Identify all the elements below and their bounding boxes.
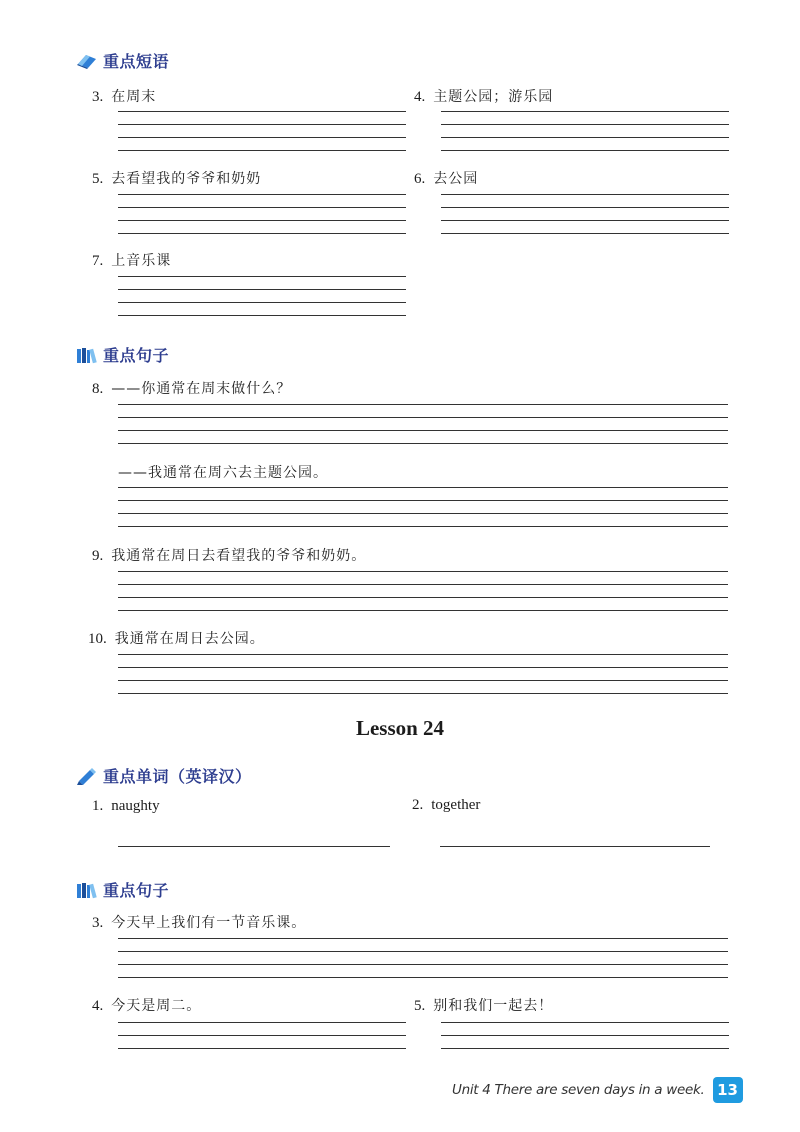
section-title: 重点短语 — [103, 52, 170, 71]
eraser-icon — [76, 52, 98, 70]
footer-text: Unit 4 There are seven days in a week. — [452, 1082, 705, 1098]
answer-lines[interactable] — [118, 654, 728, 706]
answer-lines[interactable] — [118, 571, 728, 623]
answer-lines[interactable] — [118, 404, 728, 456]
lesson-title: Lesson 24 — [355, 716, 445, 740]
section-heading-sentences-2 — [76, 878, 169, 901]
answer-lines[interactable] — [118, 194, 406, 246]
page-number-badge: 13 — [713, 1077, 743, 1103]
answer-lines[interactable] — [118, 1022, 406, 1061]
pencil-icon — [76, 767, 98, 785]
section-title: 重点句子 — [103, 346, 170, 365]
answer-lines[interactable] — [118, 111, 406, 163]
answer-lines[interactable] — [441, 1022, 729, 1061]
word-item: 2. together — [412, 797, 481, 813]
phrase-item: 5. 去看望我的爷爷和奶奶 — [92, 171, 262, 187]
answer-lines[interactable] — [441, 111, 729, 163]
sentence-item: 5. 别和我们一起去！ — [414, 998, 554, 1014]
section-heading-words — [76, 764, 252, 787]
answer-line[interactable] — [440, 846, 710, 847]
answer-line[interactable] — [118, 846, 390, 847]
word-item: 1. naughty — [92, 798, 160, 814]
answer-lines[interactable] — [118, 487, 728, 539]
phrase-item: 3. 在周末 — [92, 89, 157, 105]
sentence-item: 4. 今天是周二。 — [92, 998, 202, 1014]
books-icon — [76, 881, 98, 899]
sentence-item: 3. 今天早上我们有一节音乐课。 — [92, 915, 307, 931]
answer-lines[interactable] — [118, 938, 728, 990]
section-heading-sentences — [76, 343, 169, 366]
section-title: 重点句子 — [103, 881, 170, 900]
phrase-item: 7. 上音乐课 — [92, 253, 172, 269]
sentence-item: 10. 我通常在周日去公园。 — [88, 631, 265, 647]
sentence-item: ——我通常在周六去主题公园。 — [118, 465, 328, 481]
books-icon — [76, 346, 98, 364]
section-heading-phrases — [76, 49, 169, 72]
answer-lines[interactable] — [118, 276, 406, 328]
page-footer — [452, 1077, 743, 1103]
phrase-item: 6. 去公园 — [414, 171, 479, 187]
sentence-item: 8. ——你通常在周末做什么？ — [92, 381, 292, 397]
section-title: 重点单词（英译汉） — [103, 767, 252, 786]
sentence-item: 9. 我通常在周日去看望我的爷爷和奶奶。 — [92, 548, 367, 564]
phrase-item: 4. 主题公园；游乐园 — [414, 89, 554, 105]
answer-lines[interactable] — [441, 194, 729, 246]
